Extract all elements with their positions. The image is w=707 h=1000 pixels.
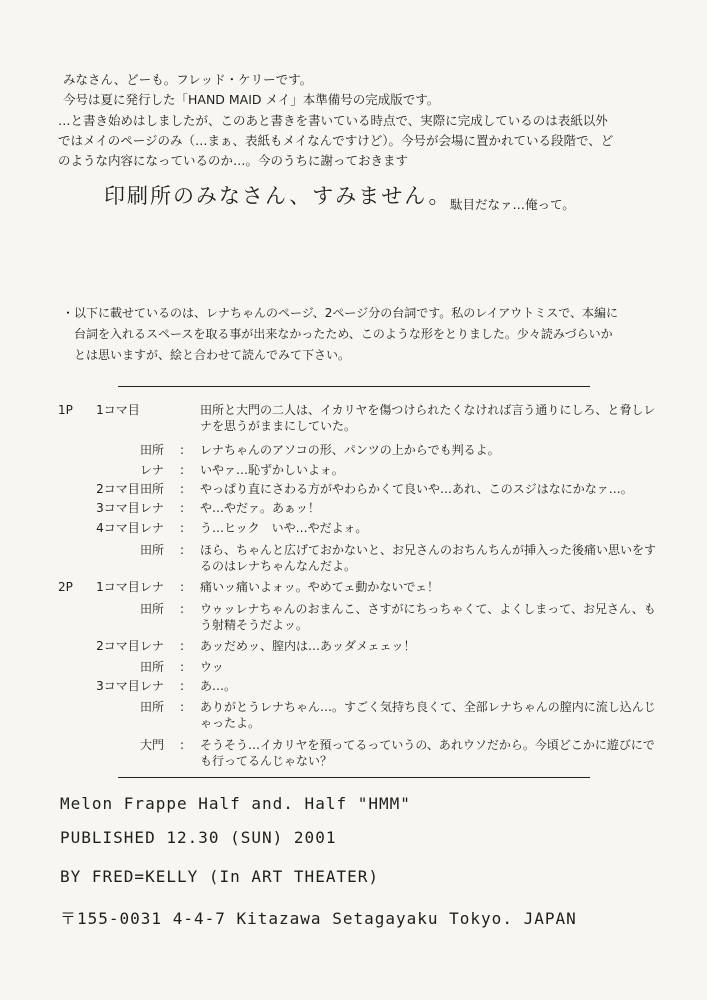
script-row <box>58 520 658 538</box>
apology-aside: 駄目だなァ…俺って。 <box>450 197 575 212</box>
script-speaker: レナ <box>140 580 165 594</box>
script-frame-label: 1コマ目 <box>96 403 140 417</box>
script-row <box>58 542 658 576</box>
script-line: や…やだァ。あぁッ！ <box>200 501 320 515</box>
intro-line-2: 今号は夏に発行した「HAND MAID メイ」本準備号の完成版です。 <box>63 92 440 107</box>
intro-line-5: のような内容になっているのか…。今のうちに謝っておきます <box>58 153 409 168</box>
script-line: ウゥッレナちゃんのおまんこ、さすがにちっちゃくて、よくしまって、お兄さん、もう射精そうだよッ。 <box>200 602 656 632</box>
script-row <box>58 638 658 656</box>
script-line: ウッ <box>200 660 224 674</box>
script-frame-label: 2コマ目 <box>96 482 140 496</box>
script-line: あッだめッ、膣内は…あッダメェェッ！ <box>200 639 416 653</box>
colophon-published: PUBLISHED 12.30 (SUN) 2001 <box>60 828 337 847</box>
script-row <box>58 481 658 499</box>
script-frame-label: 2コマ目 <box>96 639 140 653</box>
script-colon: : <box>180 660 185 674</box>
colophon-by: BY FRED=KELLY (In ART THEATER) <box>60 867 379 886</box>
script-colon: : <box>180 602 185 616</box>
script-colon: : <box>180 482 185 496</box>
script-row <box>58 659 658 677</box>
script-page-label: 1P <box>58 403 73 417</box>
script-speaker: 田所 <box>140 543 165 557</box>
script-speaker: 大門 <box>140 738 165 752</box>
colophon-address: 〒155-0031 4-4-7 Kitazawa Setagayaku Tokyo. JAPAN <box>60 909 577 928</box>
script-line: ほら、ちゃんと広げておかないと、お兄さんのおちんちんが挿入った後痛い思いをするのはレナちゃんなんだよ。 <box>200 543 657 573</box>
script-row <box>58 737 658 771</box>
script-frame-label: 3コマ目 <box>96 679 140 693</box>
script-line: う…ヒック いや…やだよォ。 <box>200 521 368 535</box>
script-line: そうそう…イカリヤを預ってるっていうの、あれウソだから。今頃どこかに遊びにでも行ってるんじゃない？ <box>200 738 655 768</box>
intro-line-1: みなさん、どーも。フレッド・ケリーです。 <box>63 72 313 87</box>
intro-line-3: …と書き始めはしましたが、このあと書きを書いている時点で、実際に完成しているのは表紙以外 <box>58 113 608 128</box>
script-frame-label: 1コマ目 <box>96 580 140 594</box>
script-row <box>58 699 658 733</box>
note-line-2: 台詞を入れるスペースを取る事が出来なかったため、このような形をとりました。少々読みづらいか <box>74 327 613 341</box>
script-colon: : <box>180 700 185 714</box>
script-row <box>58 678 658 696</box>
script-line: やっぱり直にさわる方がやわらかくて良いや…あれ、このスジはなにかなァ…。 <box>200 482 633 496</box>
script-page-label: 2P <box>58 580 73 594</box>
script-colon: : <box>180 463 185 477</box>
divider-top <box>118 386 590 387</box>
script-speaker: 田所 <box>140 443 165 457</box>
script-row <box>58 462 658 480</box>
divider-bottom <box>118 777 590 778</box>
script-line: いやァ…恥ずかしいよォ。 <box>200 463 344 477</box>
script-row <box>58 579 658 597</box>
colophon-title: Melon Frappe Half and. Half "HMM" <box>60 794 411 813</box>
script-colon: : <box>180 580 185 594</box>
script-row <box>58 442 658 460</box>
script-colon: : <box>180 639 185 653</box>
script-line: 田所と大門の二人は、イカリヤを傷つけられたくなければ言う通りにしろ、と脅しレナを思うがままにしていた。 <box>200 403 656 433</box>
script-row <box>58 402 658 436</box>
script-row <box>58 601 658 635</box>
note-line-3: とは思いますが、絵と合わせて読んでみて下さい。 <box>74 348 351 362</box>
apology-heading: 印刷所のみなさん、すみません。 <box>104 184 452 208</box>
script-frame-label: 4コマ目 <box>96 521 140 535</box>
script-colon: : <box>180 521 185 535</box>
script-frame-label: 3コマ目 <box>96 501 140 515</box>
script-speaker: レナ <box>140 521 165 535</box>
script-speaker: レナ <box>140 501 165 515</box>
script-speaker: 田所 <box>140 700 165 714</box>
script-line: ありがとうレナちゃん…。すごく気持ち良くて、全部レナちゃんの膣内に流し込んじゃったよ。 <box>200 700 656 730</box>
script-colon: : <box>180 738 185 752</box>
script-row <box>58 500 658 518</box>
note-line-1: ・以下に載せているのは、レナちゃんのページ、2ページ分の台詞です。私のレイアウトミスで、本編に <box>62 306 619 320</box>
script-speaker: レナ <box>140 463 165 477</box>
script-line: あ…。 <box>200 679 237 693</box>
script-speaker: 田所 <box>140 482 165 496</box>
script-colon: : <box>180 543 185 557</box>
intro-line-4: ではメイのページのみ（…まぁ、表紙もメイなんですけど）。今号が会場に置かれている段階で、ど <box>58 133 614 148</box>
script-line: レナちゃんのアソコの形、パンツの上からでも判るよ。 <box>200 443 500 457</box>
script-colon: : <box>180 501 185 515</box>
script-colon: : <box>180 443 185 457</box>
script-speaker: レナ <box>140 639 165 653</box>
script-line: 痛いッ痛いよォッ。やめてェ動かないでェ！ <box>200 580 440 594</box>
script-speaker: レナ <box>140 679 165 693</box>
script-speaker: 田所 <box>140 602 165 616</box>
script-colon: : <box>180 679 185 693</box>
script-speaker: 田所 <box>140 660 165 674</box>
